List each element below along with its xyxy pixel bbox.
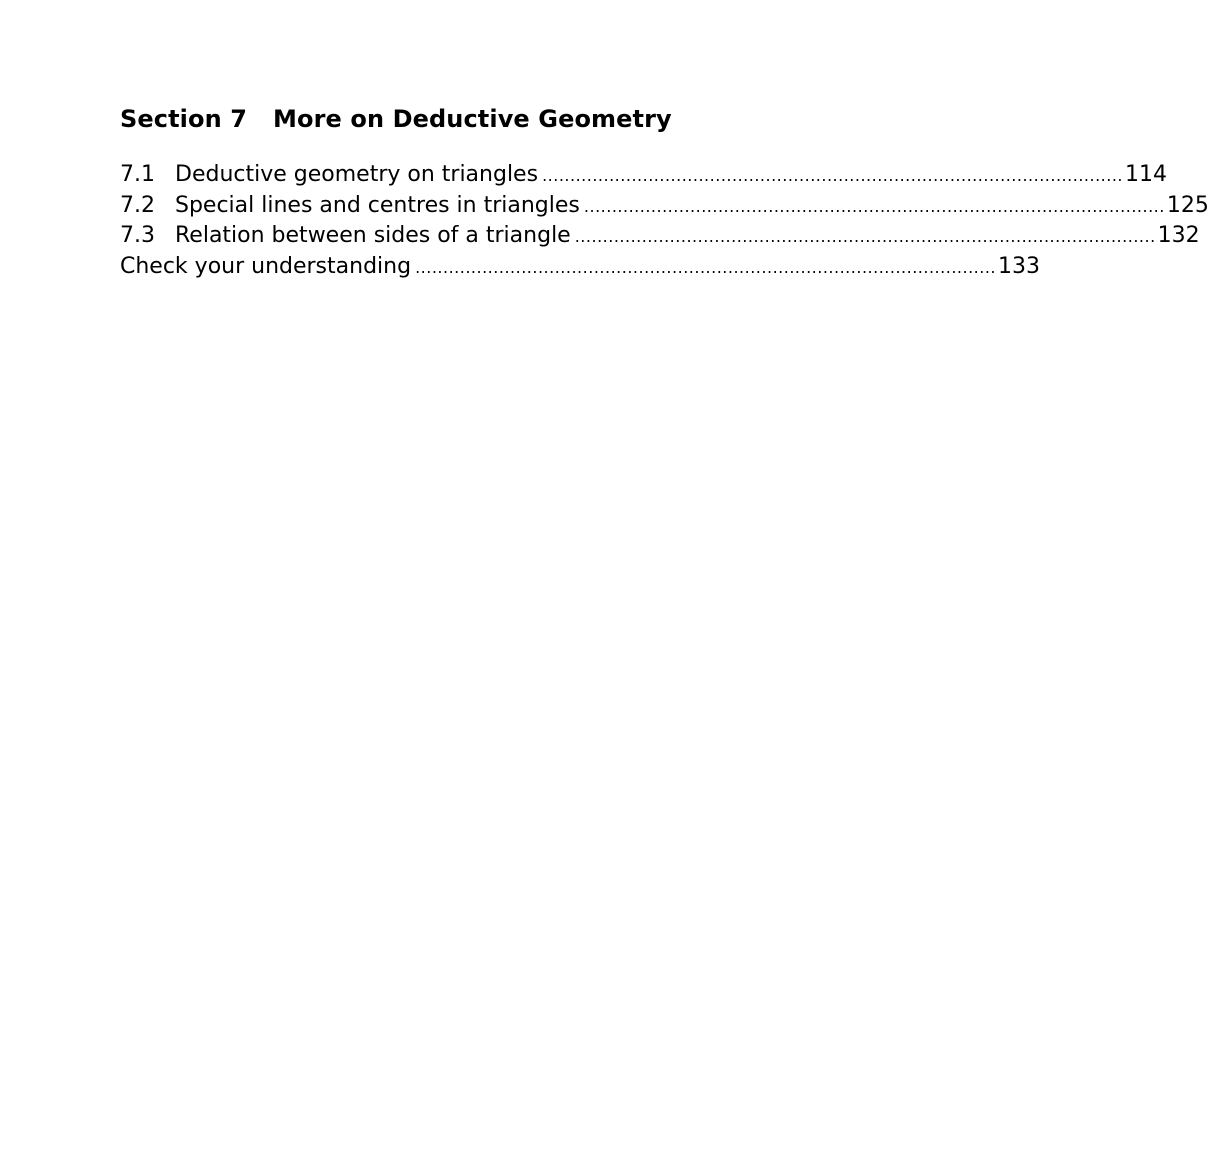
toc-entry-title: Special lines and centres in triangles: [175, 192, 580, 218]
toc-entry[interactable]: [120, 221, 1200, 252]
toc-entry-page: 132: [1157, 223, 1200, 248]
section-title: More on Deductive Geometry: [273, 105, 672, 133]
section-label: Section 7: [120, 105, 248, 133]
toc-entry-number: 7.3: [120, 223, 155, 248]
toc-entry-title: Deductive geometry on triangles: [175, 162, 539, 187]
table-of-contents: [120, 160, 1209, 282]
toc-entry-title: Check your understanding: [120, 253, 412, 279]
toc-entry[interactable]: [120, 191, 1209, 222]
toc-entry[interactable]: [120, 252, 1040, 283]
toc-entry-number: 7.1: [120, 162, 155, 187]
dot-leader: ........................................................................................................: [415, 257, 996, 277]
toc-entry[interactable]: [120, 160, 1167, 191]
toc-entry-page: 133: [998, 253, 1040, 279]
toc-entry-page: 125: [1166, 192, 1209, 218]
dot-leader: ........................................................................................................: [574, 227, 1156, 246]
toc-entry-page: 114: [1125, 162, 1167, 187]
dot-leader: ........................................................................................................: [583, 196, 1165, 216]
section-heading: [120, 101, 672, 137]
toc-entry-number: 7.2: [120, 192, 155, 218]
dot-leader: ........................................................................................................: [542, 166, 1123, 185]
toc-entry-title: Relation between sides of a triangle: [175, 223, 571, 248]
